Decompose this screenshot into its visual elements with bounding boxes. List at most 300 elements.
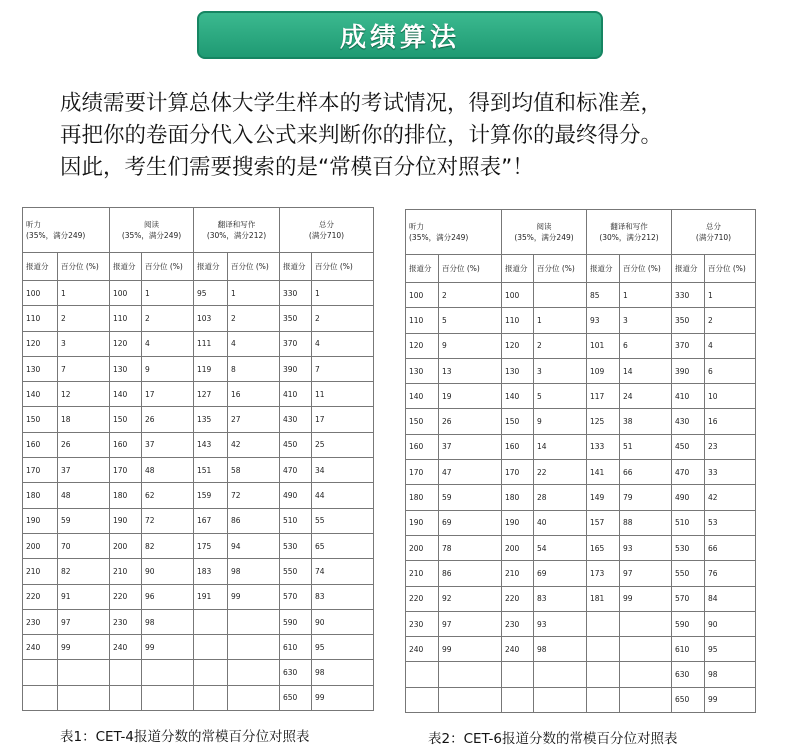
table-cell: 630 <box>280 660 312 685</box>
table-cell: 37 <box>58 458 110 483</box>
intro-line: 成绩需要计算总体大学生样本的考试情况，得到均值和标准差， <box>60 91 663 116</box>
table-cell: 2 <box>228 306 280 331</box>
section-header-text: 翻译和写作 <box>217 220 256 229</box>
table-cell: 111 <box>194 331 228 356</box>
table-cell <box>23 660 58 685</box>
section-header-text: (30%，满分212) <box>206 231 267 240</box>
section-header-text: 听力 <box>409 222 424 231</box>
table-cell: 167 <box>194 508 228 533</box>
table-row <box>406 662 756 687</box>
table-cell: 470 <box>280 458 312 483</box>
section-header <box>280 208 374 253</box>
table-cell: 95 <box>194 281 228 306</box>
table-row <box>406 333 756 358</box>
table-cell: 42 <box>228 432 280 457</box>
table-cell <box>502 662 534 687</box>
table-cell: 190 <box>406 510 439 535</box>
table-cell: 100 <box>110 281 142 306</box>
table-row <box>406 611 756 636</box>
table-cell: 100 <box>406 283 439 308</box>
table-cell: 120 <box>406 333 439 358</box>
table-cell: 48 <box>142 458 194 483</box>
table-cell: 69 <box>439 510 502 535</box>
section-header <box>502 210 587 255</box>
banner-title: 成绩算法 <box>339 22 460 53</box>
table-cell: 141 <box>587 460 620 485</box>
table-cell <box>194 685 228 710</box>
table-cell: 230 <box>502 611 534 636</box>
table-cell: 97 <box>620 561 672 586</box>
table-cell: 90 <box>142 559 194 584</box>
table-cell: 26 <box>439 409 502 434</box>
intro-line: 因此，考生们需要搜索的是“常模百分位对照表”！ <box>60 155 534 180</box>
table-cell: 83 <box>534 586 587 611</box>
column-header: 报道分 <box>587 255 620 283</box>
table-row <box>23 483 374 508</box>
intro-paragraph <box>60 88 790 184</box>
table-cell <box>142 660 194 685</box>
table-row <box>23 685 374 710</box>
table-row <box>23 584 374 609</box>
table-cell: 210 <box>23 559 58 584</box>
table-cell <box>439 687 502 712</box>
table-cell <box>587 637 620 662</box>
table-cell: 150 <box>23 407 58 432</box>
table-cell: 88 <box>620 510 672 535</box>
table-cell: 69 <box>534 561 587 586</box>
table-cell: 151 <box>194 458 228 483</box>
table-cell: 220 <box>23 584 58 609</box>
table-cell: 12 <box>58 382 110 407</box>
column-header: 百分位 (%) <box>312 253 374 281</box>
table-row <box>406 510 756 535</box>
table-cell: 1 <box>312 281 374 306</box>
table-cell: 140 <box>406 384 439 409</box>
table-cell: 220 <box>110 584 142 609</box>
table-cell: 220 <box>502 586 534 611</box>
table-cell: 66 <box>620 460 672 485</box>
table-cell: 200 <box>502 535 534 560</box>
table-cell <box>587 662 620 687</box>
table-cell: 95 <box>705 637 756 662</box>
section-header-text: (35%，满分249) <box>409 233 469 242</box>
table-cell: 183 <box>194 559 228 584</box>
table-cell: 16 <box>228 382 280 407</box>
table-row <box>406 384 756 409</box>
table-cell: 140 <box>502 384 534 409</box>
table-cell: 91 <box>58 584 110 609</box>
table-cell: 25 <box>312 432 374 457</box>
section-header-text: 阅读 <box>536 222 552 231</box>
table-cell: 85 <box>587 283 620 308</box>
table-cell: 93 <box>587 308 620 333</box>
table-cell: 210 <box>406 561 439 586</box>
section-header <box>672 210 756 255</box>
table-cell: 62 <box>142 483 194 508</box>
table-cell: 510 <box>672 510 705 535</box>
table-cell <box>534 283 587 308</box>
table-cell: 101 <box>587 333 620 358</box>
table-cell: 9 <box>142 356 194 381</box>
table-row <box>406 358 756 383</box>
table-cell: 11 <box>312 382 374 407</box>
table-cell <box>110 660 142 685</box>
table-cell: 130 <box>406 358 439 383</box>
section-header-text: 阅读 <box>144 220 159 229</box>
table-cell: 370 <box>672 333 705 358</box>
table-cell: 240 <box>502 637 534 662</box>
table-row <box>23 458 374 483</box>
table-cell: 190 <box>110 508 142 533</box>
table-cell: 99 <box>620 586 672 611</box>
table-cell: 180 <box>502 485 534 510</box>
table-row <box>23 508 374 533</box>
table-cell: 98 <box>705 662 756 687</box>
table-cell: 14 <box>534 434 587 459</box>
table-cell: 230 <box>406 611 439 636</box>
table-cell <box>620 637 672 662</box>
table-cell: 79 <box>620 485 672 510</box>
table-cell: 96 <box>142 584 194 609</box>
table-cell: 181 <box>587 586 620 611</box>
table-cell: 110 <box>406 308 439 333</box>
table-cell: 240 <box>406 637 439 662</box>
column-header: 百分位 (%) <box>620 255 672 283</box>
table-row <box>23 407 374 432</box>
table-cell: 160 <box>502 434 534 459</box>
table-row <box>23 331 374 356</box>
table-cell: 3 <box>58 331 110 356</box>
table-cell: 170 <box>23 458 58 483</box>
table-cell: 180 <box>23 483 58 508</box>
table-row <box>23 432 374 457</box>
table-cell: 370 <box>280 331 312 356</box>
table-cell: 9 <box>439 333 502 358</box>
table-cell: 9 <box>534 409 587 434</box>
table-cell: 100 <box>23 281 58 306</box>
table-cell: 470 <box>672 460 705 485</box>
table-cell: 5 <box>534 384 587 409</box>
section-header-text: 翻译和写作 <box>610 222 648 231</box>
table-cell: 14 <box>620 358 672 383</box>
table-cell: 48 <box>58 483 110 508</box>
table-cell: 173 <box>587 561 620 586</box>
table-cell: 135 <box>194 407 228 432</box>
table-cell: 150 <box>502 409 534 434</box>
section-header-text: (30%，满分212) <box>599 233 659 242</box>
section-header-text: 听力 <box>26 220 41 229</box>
table-cell: 130 <box>502 358 534 383</box>
section-header-text: (35%，满分249) <box>26 231 86 240</box>
table-cell <box>228 685 280 710</box>
table-cell: 59 <box>439 485 502 510</box>
table-cell: 4 <box>228 331 280 356</box>
table-cell: 650 <box>280 685 312 710</box>
table-cell: 240 <box>23 635 58 660</box>
table-cell: 157 <box>587 510 620 535</box>
table-cell <box>587 611 620 636</box>
table-row <box>23 356 374 381</box>
table-cell: 2 <box>58 306 110 331</box>
table-cell: 190 <box>23 508 58 533</box>
table-cell: 17 <box>142 382 194 407</box>
table-cell: 160 <box>23 432 58 457</box>
table-cell: 54 <box>534 535 587 560</box>
table-cell: 510 <box>280 508 312 533</box>
table-cell: 40 <box>534 510 587 535</box>
table-cell: 159 <box>194 483 228 508</box>
table-cell: 98 <box>228 559 280 584</box>
table-cell: 330 <box>672 283 705 308</box>
table-cell: 26 <box>58 432 110 457</box>
table-cell: 1 <box>228 281 280 306</box>
cet6-percentile-table <box>405 209 756 713</box>
table-cell: 610 <box>280 635 312 660</box>
section-header <box>23 208 110 253</box>
table1-caption: 表1：CET-4报道分数的常模百分位对照表 <box>60 729 310 745</box>
table-cell: 99 <box>312 685 374 710</box>
table-cell: 570 <box>672 586 705 611</box>
table-cell: 410 <box>672 384 705 409</box>
table-cell: 99 <box>142 635 194 660</box>
table-cell <box>194 660 228 685</box>
table-cell: 42 <box>705 485 756 510</box>
table-cell: 120 <box>502 333 534 358</box>
table-cell: 1 <box>620 283 672 308</box>
table-cell: 490 <box>280 483 312 508</box>
table-cell: 83 <box>312 584 374 609</box>
table-cell: 6 <box>705 358 756 383</box>
table-cell: 120 <box>110 331 142 356</box>
table-cell <box>194 635 228 660</box>
table-cell: 5 <box>439 308 502 333</box>
table-cell: 18 <box>58 407 110 432</box>
table-cell: 37 <box>142 432 194 457</box>
section-header-text: 总分 <box>706 222 721 231</box>
table-cell: 170 <box>110 458 142 483</box>
table-cell: 240 <box>110 635 142 660</box>
table-cell: 140 <box>23 382 58 407</box>
table-cell: 3 <box>534 358 587 383</box>
section-header-text: (35%，满分249) <box>514 233 574 242</box>
table-cell: 110 <box>502 308 534 333</box>
table-row <box>23 559 374 584</box>
table-cell: 27 <box>228 407 280 432</box>
column-header: 报道分 <box>672 255 705 283</box>
table-cell: 1 <box>705 283 756 308</box>
table-row <box>406 434 756 459</box>
table-cell: 210 <box>502 561 534 586</box>
column-header: 百分位 (%) <box>705 255 756 283</box>
table-cell: 19 <box>439 384 502 409</box>
table-cell: 110 <box>110 306 142 331</box>
title-banner <box>197 11 603 59</box>
table-cell: 1 <box>142 281 194 306</box>
table-cell <box>58 660 110 685</box>
table-cell: 90 <box>312 609 374 634</box>
table-cell: 47 <box>439 460 502 485</box>
table-cell: 180 <box>110 483 142 508</box>
table-row <box>406 409 756 434</box>
table-cell: 180 <box>406 485 439 510</box>
table-cell: 99 <box>705 687 756 712</box>
table-cell: 76 <box>705 561 756 586</box>
column-header: 百分位 (%) <box>534 255 587 283</box>
table-cell: 23 <box>705 434 756 459</box>
table-cell: 230 <box>23 609 58 634</box>
table-cell: 530 <box>280 533 312 558</box>
table-cell: 66 <box>705 535 756 560</box>
column-header: 百分位 (%) <box>228 253 280 281</box>
table-cell: 72 <box>142 508 194 533</box>
table-cell: 119 <box>194 356 228 381</box>
table-cell: 165 <box>587 535 620 560</box>
table-cell: 220 <box>406 586 439 611</box>
table-cell: 1 <box>534 308 587 333</box>
table-cell: 58 <box>228 458 280 483</box>
table-cell: 84 <box>705 586 756 611</box>
table-cell: 99 <box>58 635 110 660</box>
column-header: 百分位 (%) <box>142 253 194 281</box>
table-cell: 2 <box>705 308 756 333</box>
table-cell: 140 <box>110 382 142 407</box>
table-cell: 160 <box>110 432 142 457</box>
table-cell: 150 <box>406 409 439 434</box>
table-cell: 330 <box>280 281 312 306</box>
table-cell: 450 <box>280 432 312 457</box>
table-cell: 98 <box>312 660 374 685</box>
table-cell: 82 <box>58 559 110 584</box>
table-cell <box>502 687 534 712</box>
table-cell: 94 <box>228 533 280 558</box>
table-cell: 7 <box>58 356 110 381</box>
table-row <box>406 485 756 510</box>
table-cell <box>406 662 439 687</box>
table-cell: 93 <box>534 611 587 636</box>
table-cell: 59 <box>58 508 110 533</box>
table-cell: 530 <box>672 535 705 560</box>
table-cell: 200 <box>110 533 142 558</box>
column-header: 报道分 <box>280 253 312 281</box>
table-cell: 120 <box>23 331 58 356</box>
table-cell: 99 <box>228 584 280 609</box>
table-cell: 610 <box>672 637 705 662</box>
table-cell: 175 <box>194 533 228 558</box>
table-cell: 74 <box>312 559 374 584</box>
table-cell: 410 <box>280 382 312 407</box>
section-header-text: 总分 <box>319 220 334 229</box>
table-row <box>406 308 756 333</box>
table-cell: 97 <box>439 611 502 636</box>
table-cell: 26 <box>142 407 194 432</box>
intro-line: 再把你的卷面分代入公式来判断你的排位，计算你的最终得分。 <box>60 123 663 148</box>
table-cell <box>228 609 280 634</box>
table-cell: 1 <box>58 281 110 306</box>
table-cell: 34 <box>312 458 374 483</box>
table-cell <box>110 685 142 710</box>
table-cell: 150 <box>110 407 142 432</box>
table-cell: 430 <box>280 407 312 432</box>
table-row <box>406 283 756 308</box>
table-cell: 24 <box>620 384 672 409</box>
table-cell: 109 <box>587 358 620 383</box>
table-cell: 82 <box>142 533 194 558</box>
table-cell: 3 <box>620 308 672 333</box>
section-header <box>587 210 672 255</box>
table-cell <box>534 662 587 687</box>
table-row <box>23 281 374 306</box>
table-cell: 99 <box>439 637 502 662</box>
table-cell: 143 <box>194 432 228 457</box>
table-cell: 650 <box>672 687 705 712</box>
table-row <box>406 586 756 611</box>
table-cell <box>142 685 194 710</box>
table-cell: 2 <box>142 306 194 331</box>
table-cell <box>587 687 620 712</box>
section-header <box>194 208 280 253</box>
table-cell: 10 <box>705 384 756 409</box>
table-cell: 170 <box>502 460 534 485</box>
table-cell: 98 <box>534 637 587 662</box>
table-cell: 13 <box>439 358 502 383</box>
section-header-text: (满分710) <box>695 233 732 242</box>
table-cell: 200 <box>406 535 439 560</box>
table-cell: 98 <box>142 609 194 634</box>
table-cell: 130 <box>23 356 58 381</box>
table-cell <box>439 662 502 687</box>
table-cell: 51 <box>620 434 672 459</box>
table-cell <box>620 662 672 687</box>
table-row <box>23 533 374 558</box>
table-cell <box>23 685 58 710</box>
table-cell: 190 <box>502 510 534 535</box>
table-cell: 16 <box>705 409 756 434</box>
table-cell <box>620 611 672 636</box>
table-cell: 95 <box>312 635 374 660</box>
table-cell: 490 <box>672 485 705 510</box>
table-cell: 90 <box>705 611 756 636</box>
section-header-text: (满分710) <box>308 231 345 240</box>
table-row <box>406 460 756 485</box>
table-cell: 72 <box>228 483 280 508</box>
table-cell: 78 <box>439 535 502 560</box>
table-row <box>406 561 756 586</box>
section-header <box>110 208 194 253</box>
cet4-percentile-table <box>22 207 374 711</box>
table-cell: 4 <box>705 333 756 358</box>
table-cell: 160 <box>406 434 439 459</box>
table-cell: 4 <box>142 331 194 356</box>
column-header: 百分位 (%) <box>439 255 502 283</box>
table-cell: 149 <box>587 485 620 510</box>
table2-caption: 表2：CET-6报道分数的常模百分位对照表 <box>428 731 678 747</box>
table-cell: 133 <box>587 434 620 459</box>
table-cell: 2 <box>439 283 502 308</box>
table-row <box>23 609 374 634</box>
table-cell: 430 <box>672 409 705 434</box>
table-cell: 210 <box>110 559 142 584</box>
table-cell: 170 <box>406 460 439 485</box>
table-cell: 570 <box>280 584 312 609</box>
table-cell: 33 <box>705 460 756 485</box>
table-cell: 110 <box>23 306 58 331</box>
table-cell: 4 <box>312 331 374 356</box>
table-cell: 28 <box>534 485 587 510</box>
table-cell: 86 <box>228 508 280 533</box>
table-row <box>23 635 374 660</box>
section-header <box>406 210 502 255</box>
table-cell: 100 <box>502 283 534 308</box>
